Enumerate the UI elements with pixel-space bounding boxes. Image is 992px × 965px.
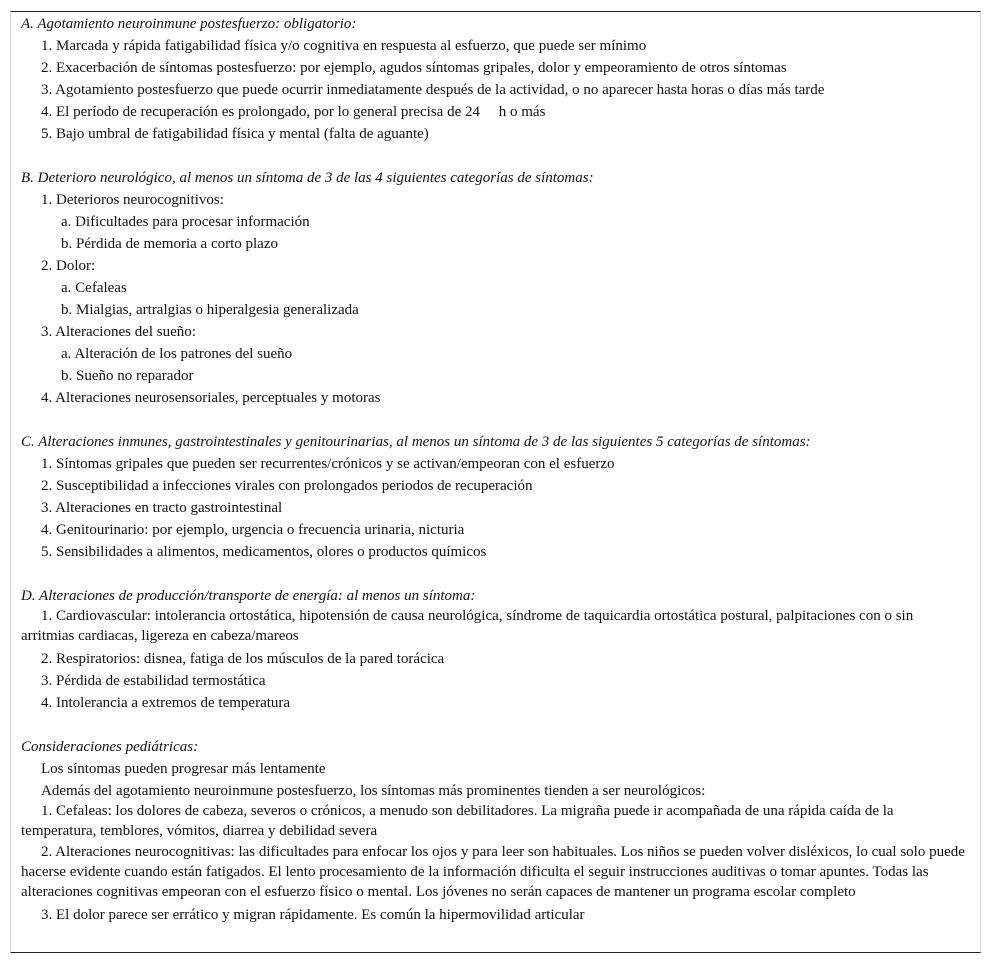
pediatric-item-1: 1. Cefaleas: los dolores de cabeza, severos o crónicos, a menudo son debilitadores. La migraña puede ir acompañada de una rápida caída de la temperatura, temblores, vómitos, diarrea y debilidad severa: [21, 803, 894, 839]
section-c-item-5: 5. Sensibilidades a alimentos, medicamentos, olores o productos químicos: [41, 544, 487, 560]
section-d-item-1: 1. Cardiovascular: intolerancia ortostática, hipotensión de causa neurológica, síndrome de taquicardia ortostática postural, palpitaciones con o sin arritmias cardiacas, ligereza en cabeza/mareos: [21, 608, 914, 644]
pediatric-intro-1: Los síntomas pueden progresar más lentamente: [41, 761, 326, 777]
section-c-item-3: 3. Alteraciones en tracto gastrointestinal: [41, 500, 283, 516]
section-b-item-1: 1. Deterioros neurocognitivos:: [41, 192, 224, 208]
section-d-heading: D. Alteraciones de producción/transporte de energía: al menos un síntoma:: [21, 588, 476, 604]
section-b-item-2b: b. Mialgias, artralgias o hiperalgesia generalizada: [61, 302, 359, 318]
section-a-item-3: 3. Agotamiento postesfuerzo que puede ocurrir inmediatamente después de la actividad, o no aparecer hasta horas o días más tarde: [41, 82, 825, 98]
section-b-item-3b: b. Sueño no reparador: [61, 368, 194, 384]
section-b-item-3a: a. Alteración de los patrones del sueño: [61, 346, 293, 362]
section-b-item-3: 3. Alteraciones del sueño:: [41, 324, 196, 340]
section-b-item-1b: b. Pérdida de memoria a corto plazo: [61, 236, 279, 252]
section-c-item-1: 1. Síntomas gripales que pueden ser recurrentes/crónicos y se activan/empeoran con el esfuerzo: [41, 456, 615, 472]
pediatric-item-3: 3. El dolor parece ser errático y migran rápidamente. Es común la hipermovilidad articular: [41, 907, 585, 923]
section-d-item-3: 3. Pérdida de estabilidad termostática: [41, 673, 266, 689]
section-a-heading: A. Agotamiento neuroinmune postesfuerzo: obligatorio:: [21, 16, 357, 32]
section-a-item-2: 2. Exacerbación de síntomas postesfuerzo: por ejemplo, agudos síntomas gripales, dolor y empeoramiento de otros síntomas: [41, 60, 787, 76]
section-b-item-1a: a. Dificultades para procesar información: [61, 214, 310, 230]
section-c-heading: C. Alteraciones inmunes, gastrointestinales y genitourinarias, al menos un síntoma de 3 de las siguientes 5 categorías de síntomas:: [21, 434, 811, 450]
criteria-content: [21, 13, 966, 926]
section-d-item-2: 2. Respiratorios: disnea, fatiga de los músculos de la pared torácica: [41, 651, 445, 667]
section-b-item-2a: a. Cefaleas: [61, 280, 127, 296]
section-d-item-4: 4. Intolerancia a extremos de temperatura: [41, 695, 291, 711]
pediatric-heading: Consideraciones pediátricas:: [21, 739, 199, 755]
section-b-heading: B. Deterioro neurológico, al menos un síntoma de 3 de las 4 siguientes categorías de síntomas:: [21, 170, 594, 186]
pediatric-intro-2: Además del agotamiento neuroinmune postesfuerzo, los síntomas más prominentes tienden a ser neurológicos:: [41, 783, 706, 799]
section-a-item-5: 5. Bajo umbral de fatigabilidad física y mental (falta de aguante): [41, 126, 429, 142]
section-b-item-2: 2. Dolor:: [41, 258, 96, 274]
section-a-item-1: 1. Marcada y rápida fatigabilidad física y/o cognitiva en respuesta al esfuerzo, que puede ser mínimo: [41, 38, 647, 54]
section-c-item-4: 4. Genitourinario: por ejemplo, urgencia o frecuencia urinaria, nicturia: [41, 522, 465, 538]
section-c-item-2: 2. Susceptibilidad a infecciones virales con prolongados periodos de recuperación: [41, 478, 533, 494]
section-b-item-4: 4. Alteraciones neurosensoriales, perceptuales y motoras: [41, 390, 381, 406]
section-a-item-4: 4. El período de recuperación es prolongado, por lo general precisa de 24 h o más: [41, 104, 546, 120]
pediatric-item-2: 2. Alteraciones neurocognitivas: las dificultades para enfocar los ojos y para leer son habituales. Los niños se pueden volver disléxicos, lo cual solo puede hacerse evidente cuando están fatigados. El lento procesamiento de la información dificulta el seguir instrucciones auditivas o tomar apuntes. Todas las alteraciones cognitivas empeoran con el esfuerzo físico o mental. Los jóvenes no serán capaces de mantener un programa escolar completo: [21, 844, 965, 900]
